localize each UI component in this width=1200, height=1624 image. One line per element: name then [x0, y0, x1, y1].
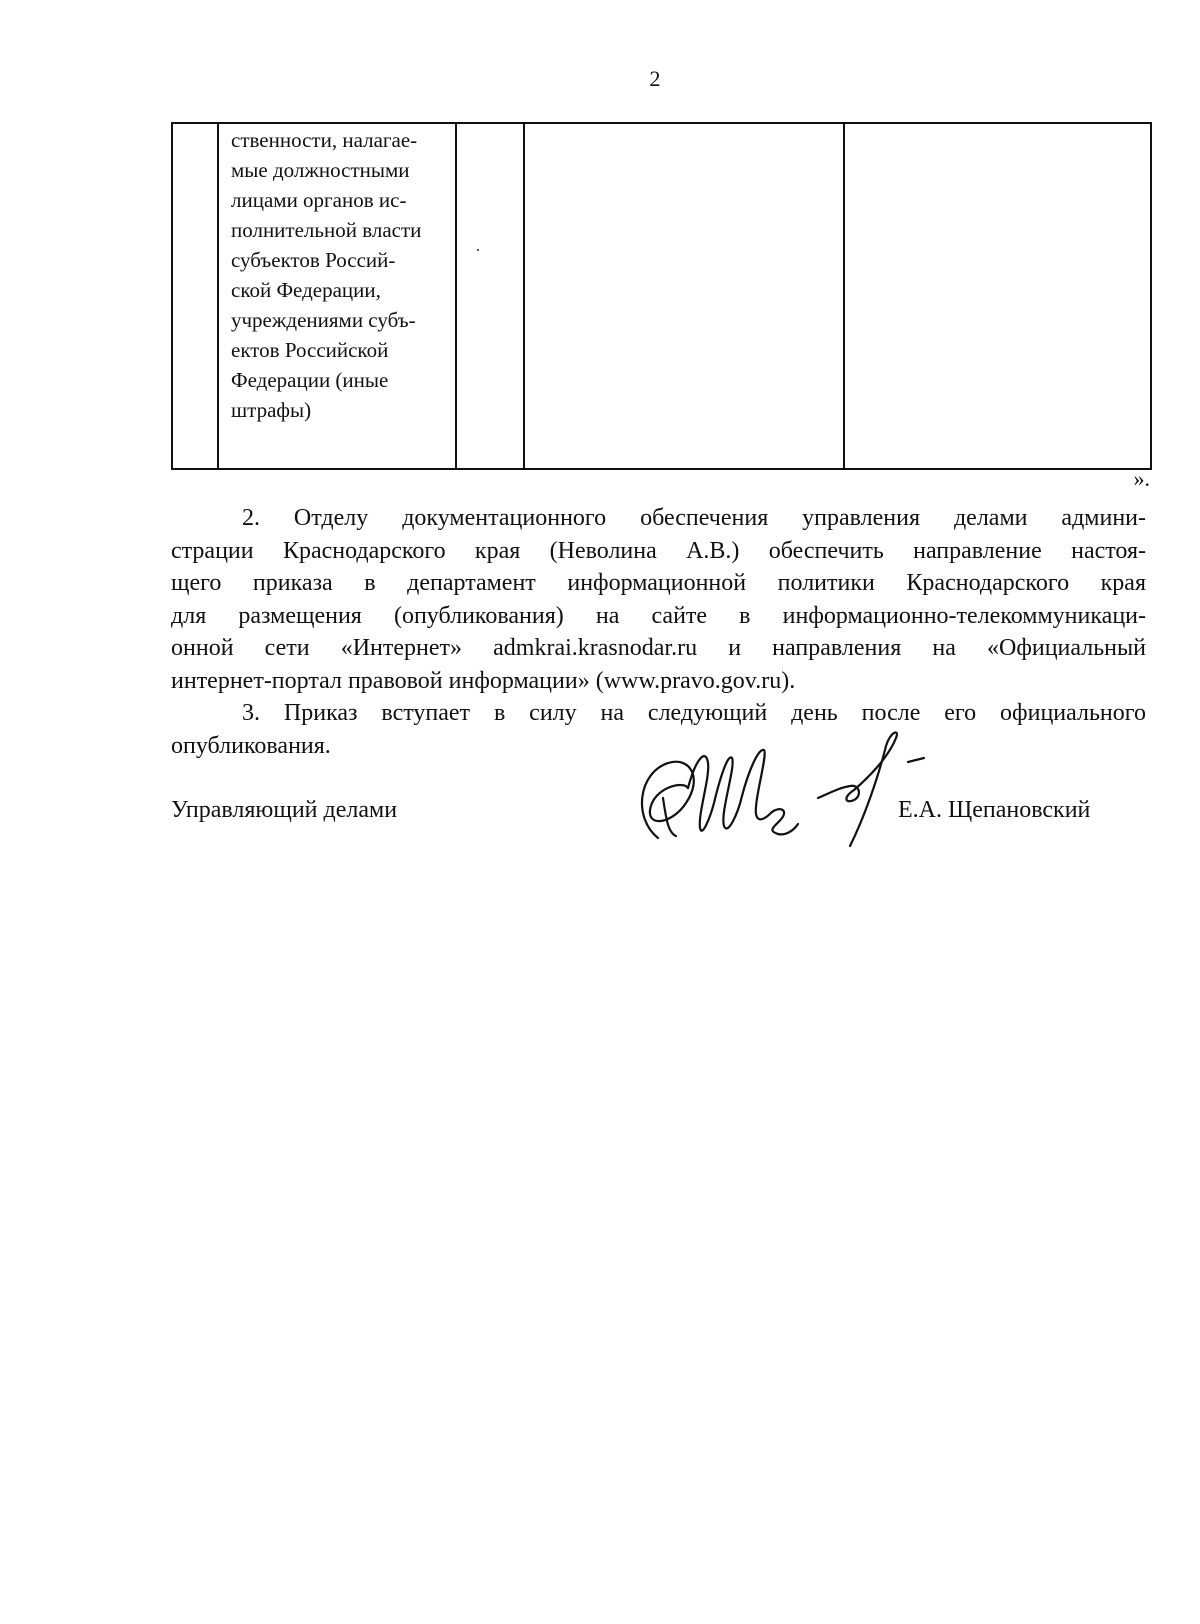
- cell-line: учреждениями субъ-: [231, 308, 416, 332]
- paragraph-line: 2. Отделу документационного обеспечения управления делами админи-: [242, 505, 1146, 531]
- signer-name: Е.А. Щепановский: [898, 797, 1091, 823]
- paragraph-line: щего приказа в департамент информационной политики Краснодарского края: [171, 570, 1146, 596]
- closing-quote: ».: [1133, 466, 1150, 491]
- cell-line: Федерации (иные: [231, 368, 389, 392]
- paragraph-line: для размещения (опубликования) на сайте в информационно-телекоммуникаци-: [171, 602, 1146, 629]
- table-cell-number: [172, 123, 218, 469]
- table-cell-empty: [524, 123, 844, 469]
- cell-line: мые должностными: [231, 158, 410, 182]
- table-cell-empty: [456, 123, 524, 469]
- cell-line: ской Федерации,: [231, 278, 381, 302]
- signer-title: Управляющий делами: [171, 797, 398, 823]
- table-cell-text: [219, 124, 455, 425]
- cell-line: ственности, налагае-: [231, 128, 418, 152]
- paragraph-2: [171, 502, 1146, 697]
- page-number: 2: [649, 66, 661, 91]
- continuation-table: [171, 122, 1152, 470]
- table-cell-description: [218, 123, 456, 469]
- paragraph-line: страции Краснодарского края (Неволина А.В.) обеспечить направление настоя-: [171, 537, 1146, 564]
- table-row: [172, 123, 1151, 469]
- paragraph-line: онной сети «Интернет» admkrai.krasnodar.ru и направления на «Официальный: [171, 635, 1146, 661]
- paragraph-line: 3. Приказ вступает в силу на следующий день после его официального: [242, 700, 1146, 726]
- cell-line: лицами органов ис-: [231, 188, 407, 212]
- cell-line: субъектов Россий-: [231, 248, 396, 272]
- table-cell-empty: [844, 123, 1151, 469]
- handwritten-signature: [628, 718, 958, 868]
- cell-line: ектов Российской: [231, 338, 389, 362]
- paragraph-line: опубликования.: [171, 732, 331, 759]
- scan-artifact: [477, 249, 479, 251]
- cell-line: полнительной власти: [231, 218, 422, 242]
- cell-line: штрафы): [231, 398, 312, 422]
- paragraph-line: интернет-портал правовой информации» (www.pravo.gov.ru).: [171, 667, 796, 694]
